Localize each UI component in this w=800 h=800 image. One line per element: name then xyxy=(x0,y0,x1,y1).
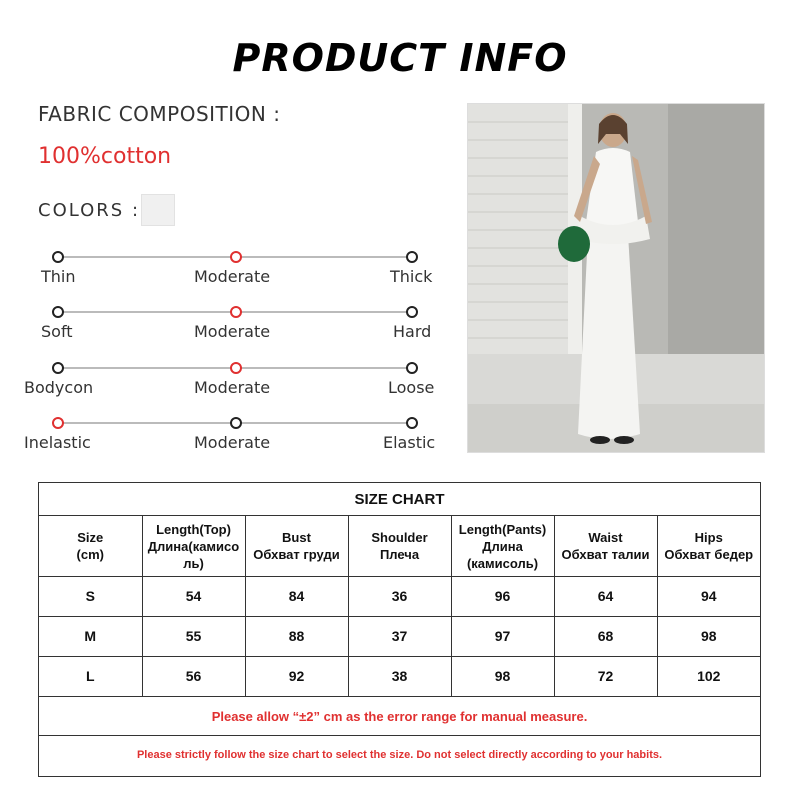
error-range-note: Please allow “±2” cm as the error range for manual measure. xyxy=(39,697,760,736)
scale-label-right: Elastic xyxy=(383,433,436,452)
table-cell: 96 xyxy=(451,577,554,617)
header-length-pants: Length(Pants) Длина (камисоль) xyxy=(451,516,554,577)
table-cell: 88 xyxy=(245,617,348,657)
size-selection-note: Please strictly follow the size chart to select the size. Do not select directly according to your habits. xyxy=(39,736,760,775)
size-chart-header-row xyxy=(39,516,760,577)
scale-dot-right xyxy=(406,251,418,263)
table-cell: 36 xyxy=(348,577,451,617)
scale-label-left: Bodycon xyxy=(24,378,94,397)
table-cell: L xyxy=(39,657,142,697)
header-size: Size (cm) xyxy=(39,516,142,577)
table-cell: 97 xyxy=(451,617,554,657)
table-cell: 68 xyxy=(554,617,657,657)
table-cell: 55 xyxy=(142,617,245,657)
scale-label-right: Loose xyxy=(388,378,435,397)
scale-label-left: Inelastic xyxy=(24,433,91,452)
table-cell: 92 xyxy=(245,657,348,697)
scale-dot-middle xyxy=(230,251,242,263)
table-cell: 54 xyxy=(142,577,245,617)
header-length-top: Length(Top) Длина(камисо ль) xyxy=(142,516,245,577)
header-waist: Waist Обхват талии xyxy=(554,516,657,577)
table-row xyxy=(39,577,760,617)
table-cell: M xyxy=(39,617,142,657)
page-title: PRODUCT INFO xyxy=(232,36,568,80)
product-photo xyxy=(467,103,765,453)
color-swatch-white[interactable] xyxy=(141,194,175,226)
table-row xyxy=(39,617,760,657)
colors-label: COLORS : xyxy=(38,200,141,221)
table-cell: 98 xyxy=(657,617,760,657)
product-photo-illustration xyxy=(468,104,764,452)
thickness-scale xyxy=(20,251,450,291)
fit-scale xyxy=(20,362,450,402)
fabric-composition-value: 100%cotton xyxy=(38,144,172,169)
scale-dot-left xyxy=(52,251,64,263)
scale-label-right: Thick xyxy=(390,267,433,286)
scale-label-middle: Moderate xyxy=(194,322,271,341)
table-cell: S xyxy=(39,577,142,617)
elasticity-scale xyxy=(20,417,450,457)
header-shoulder: Shoulder Плеча xyxy=(348,516,451,577)
size-chart-title: SIZE CHART xyxy=(39,483,760,516)
table-cell: 72 xyxy=(554,657,657,697)
table-cell: 94 xyxy=(657,577,760,617)
table-cell: 98 xyxy=(451,657,554,697)
table-cell: 37 xyxy=(348,617,451,657)
scale-label-middle: Moderate xyxy=(194,433,271,452)
size-chart-table xyxy=(39,483,760,774)
scale-dot-left xyxy=(52,362,64,374)
table-cell: 84 xyxy=(245,577,348,617)
scale-label-middle: Moderate xyxy=(194,267,271,286)
table-cell: 38 xyxy=(348,657,451,697)
fabric-composition-label: FABRIC COMPOSITION : xyxy=(38,102,281,126)
scale-dot-middle xyxy=(230,306,242,318)
scale-dot-right xyxy=(406,417,418,429)
table-cell: 102 xyxy=(657,657,760,697)
header-hips: Hips Обхват бедер xyxy=(657,516,760,577)
scale-dot-middle xyxy=(230,362,242,374)
scale-label-middle: Moderate xyxy=(194,378,271,397)
table-cell: 56 xyxy=(142,657,245,697)
scale-dot-right xyxy=(406,306,418,318)
scale-dot-middle xyxy=(230,417,242,429)
table-cell: 64 xyxy=(554,577,657,617)
scale-label-left: Soft xyxy=(41,322,73,341)
scale-dot-left xyxy=(52,417,64,429)
scale-label-right: Hard xyxy=(393,322,432,341)
size-chart xyxy=(38,482,761,777)
table-row xyxy=(39,657,760,697)
scale-label-left: Thin xyxy=(41,267,76,286)
header-bust: Bust Обхват груди xyxy=(245,516,348,577)
scale-dot-left xyxy=(52,306,64,318)
scale-dot-right xyxy=(406,362,418,374)
softness-scale xyxy=(20,306,450,346)
